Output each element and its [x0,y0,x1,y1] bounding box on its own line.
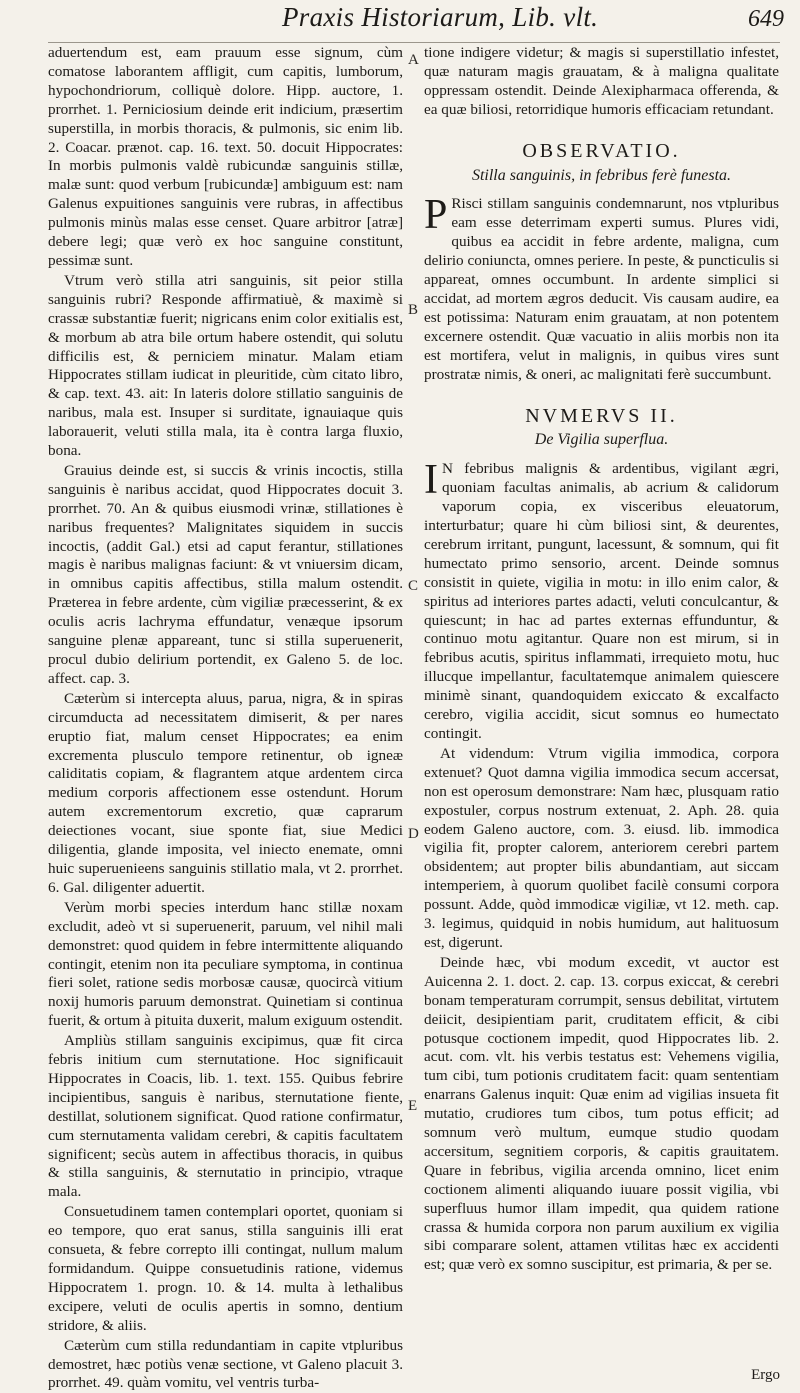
margin-marker-e: E [408,1098,418,1114]
header-rule [48,42,780,43]
numerus-subheading: De Vigilia superflua. [534,431,669,449]
paragraph: Cæterùm si intercepta aluus, parua, nigra, & in spiras circumducta ad necessitatem dimiserit, & per nares eruptio fiat, malum censet Hippocrates; ea enim excrementa plusculo tempore retinentur, ob igneæ caliditatis copiam, & flagrantem atque ardentem circa medium corporis affectionem esse ostendunt. Horum autem excrementorum excretio, quæ caprarum deiectiones vocant, siue sponte fiat, siue Medici diligentia, glande imposita, vel iniecto enemate, omni huic superuenieens sanguinis stillatio mala, vt 2. prorrhet. 6. Gal. diligenter aduertit. [48,689,403,896]
paragraph: Verùm morbi species interdum hanc stillæ noxam excludit, adeò vt si superuenerit, paruum, vel nihil mali demonstret: quod quidem in febre intermittente aliquando contingit, etenim non ita peculiare symptoma, in continua fieri solet, ratione sedis morbosæ causæ, quocircà vitium noxij humoris paruum demonstrat. Quinetiam si continua fuerit, & ortum à pituita duxerit, malum exiguum ostendit. [48,898,403,1030]
left-column [48,44,403,1392]
running-title: Praxis Historiarum, Lib. vlt. [282,2,599,32]
paragraph: At videndum: Vtrum vigilia immodica, corpora extenuet? Quot damna vigilia immodica secum accersat, non est operosum demonstrare: Nam hæc, plusquam ratio expostuler, corpus nostrum extenuat, 2. Aph. 28. quia eodem Galeno auctore, com. 3. eiusd. lib. immodica vigilia fit, propter calorem, anteriorem cerebri partem obsidentem; aut propter bilis abundantiam, aut siccam intemperiem, à quorum quolibet facilè consumi corpora possunt. Adde, quòd immodicæ vigiliæ, vt 12. meth. cap. 3. legimus, quidquid in nobis humidum, aut halituosum est, digerunt. [424,744,779,951]
observatio-text: Risci stillam sanguinis condemnarunt, nos vtpluribus eam esse deterrimam experti sumus. Plures vidi, quibus ea accidit in febre ardente, maligna, cum delirio coniuncta, omnes periere. In peste, & puncticulis si appareat, omnes occumbunt. In ardente simplici si accidat, ad mortem ægros deducit. Vis causam audire, ea est potissima: Naturam enim grauatam, at non potentem excernere ostendit. Quæ vacuatio in aliis morbis non ita est mortifera, velut in malignis, in quibus vires sunt prostratæ nimis, & oneri, ac malignitati ferè succumbunt. [424,195,779,383]
paragraph: aduertendum est, eam prauum esse signum, cùm comatose laborantem affligit, cum capitis, lumborum, hypochondriorum, colliquè dolore. Hipp. auctore, 1. prorrhet. 1. Perniciosium deinde erit indicium, præsertim superstilla, in morbis thoracis, & pulmonis, sic enim lib. 2. Coacar. prænot. cap. 16. text. 50. docuit Hippocrates: In morbis pulmonis valdè rubicundæ sanguinis stillæ, malæ sunt: quod verbum [rubicundæ] ambiguum est: nam Galenus expuitiones sanguinis vere rubras, in affectibus pulmonis minùs malas esse censet. Quare arbitror [atræ] debere legi; quæ verò ex hoc sanguine constitunt, pessimæ sunt. [48,44,403,269]
observatio-heading: OBSERVATIO. [522,139,681,162]
paragraph: Grauius deinde est, si succis & vrinis incoctis, stilla sanguinis è naribus accidat, quod Hippocrates docuit 3. prorrhet. 70. An & quibus eiusmodi vrinæ, stillationes è naribus frequentes? Malignitates siquidem in succis incoctis, (addit Gal.) etsi ad caput ferantur, stillationes magis è naribus malignas faciunt: & vt vniuersim dicam, in omnibus capitis affectibus, stilla malum ostendit. Præterea in febre ardente, cùm vigiliæ præcesserint, & ex oculis acris lachryma effundatur, venæque ipsorum sanguine plenæ appareant, tunc si stilla superuenerit, procul dubio delirium portendit, ex Galeno 5. de loc. affect. cap. 3. [48,461,403,687]
catchword: Ergo [751,1367,780,1383]
numerus-heading: NVMERVS II. [525,404,678,427]
observatio-subheading: Stilla sanguinis, in febribus ferè funesta. [471,166,732,184]
numerus-paragraph [424,457,779,744]
page-number: 649 [748,6,784,32]
paragraph: Ampliùs stillam sanguinis excipimus, quæ fit circa febris initium cum sternutatione. Hoc significauit Hippocrates in Coacis, lib. 1. text. 155. Quibus febrire incipientibus, sanguis è naribus, sternutatione fiente, destillat, solutionem significat. Quod ratione confirmatur, cum sternutamenta validam cerebri, & capitis facultatem significent; secùs autem in affectibus thoracis, in quibus & stilla sanguinis, & sternutatio in principio, vtraque mala. [48,1032,403,1201]
paragraph: tione indigere videtur; & magis si superstillatio infestet, quæ naturam magis grauatam, & à maligna qualitate oppressam ostendit. Deinde Alexipharmaca offerenda, & ea quæ biliosi, retorridique humoris efficaciam retundant. [424,44,779,118]
drop-cap: P [424,192,448,239]
numerus-text: N febribus malignis & ardentibus, vigilant ægri, quoniam facultas animalis, ab acrium & calidorum vaporum copia, ex visceribus eleuatorum, interturbatur; quare hi cùm biliosi sint, & deurentes, cerebrum irritant, pungunt, lacessunt, & somnum, qui fit humectato primo sensorio, arcent. Deinde somnus consistit in quiete, vigilia in motu: in illo enim calor, & spiritus ad interiores partes adacti, veluti conculcantur, & quiescunt; in hac ad partes externas effunduntur, & continuo motu agitantur. Quare non est mirum, si in febribus acutis, spiritus inflammati, irrequieto motu, huc illucque impellantur, facultatemque animalem quiescere minimè sinant, quandoquidem exiccato & excalfacto cerebro, vigilia accidit, sicut somnus eo humectato contingit. [424,460,779,742]
right-column [424,44,779,1344]
margin-marker-b: B [408,302,419,318]
paragraph: Cæterùm cum stilla redundantiam in capite vtpluribus demostret, hæc potiùs venæ sectione, vt Galeno placuit 3. prorrhet. 49. quàm vomitu, vel ventris turba- [48,1336,403,1392]
margin-marker-a: A [408,52,419,68]
paragraph: Consuetudinem tamen contemplari oportet, quoniam si eo tempore, quo erat sanus, stilla sanguinis illi erat consueta, & febre correpto illi contingat, nullum malum formidandum. Quippe consuetudinis ratione, videmus Hippocratem 1. progn. 10. & 14. multa à lethalibus excipere, veluti de oculis apertis in somno, dentium stridore, & aliis. [48,1203,403,1334]
paragraph: Vtrum verò stilla atri sanguinis, sit peior stilla sanguinis rubri? Responde affirmatiuè, & maximè si crassæ substantiæ fuerit; nigricans enim color exitialis est, & morbum ab atra bile ortum habere ostendit, qui solutu difficilis est, & perniciem minatur. Malam etiam Hippocrates stillam iudicat in pleuritide, cùm citato libro, & cap. text. 43. ait: In lateris dolore stillatio sanguinis de naribus, mala est. Insuper si surditate, ignauiaque quis laborauerit, veluti stilla mala, ita è contra larga fluxio, bona. [48,271,403,460]
observatio-paragraph [424,192,779,384]
margin-marker-d: D [408,826,419,842]
margin-marker-c: C [408,578,419,594]
paragraph: Deinde hæc, vbi modum excedit, vt auctor est Auicenna 2. 1. doct. 2. cap. 13. corpus exiccat, & cerebri bonam temperaturam corrumpit, sensus debilitat, virtutem deiicit, desipientiam parit, cruditatem efficit, & cibi potusque coctionem impedit, quod Hippocrates lib. 2. acut. com. vlt. his verbis testatus est: Vehemens vigilia, tum cibi, tum potionis cruditatem facit: quam sententiam enarrans Galenus inquit: Quæ enim ad vigilias insueta fit mutatio, crudiores tum cibos, tum potus efficit; ad somnum verò multum, eumque studio quodam accersitum, segnitiem corporis, & capitis grauitatem. Quare in febribus, vigilia arcenda omnino, licet enim coctionem alimenti aliquando iuuare possit vigilia, vbi superfluus humor illam impedit, qua quidem ratione crassa & humida corpora non parum auxilium ex vigilia sibi comparare solent, attamen vtilitas hæc ex accidenti est; quæ verò ex somno suscipitur, est primaria, & per se. [424,953,779,1274]
page-header [0,2,800,42]
drop-cap: I [424,457,438,504]
